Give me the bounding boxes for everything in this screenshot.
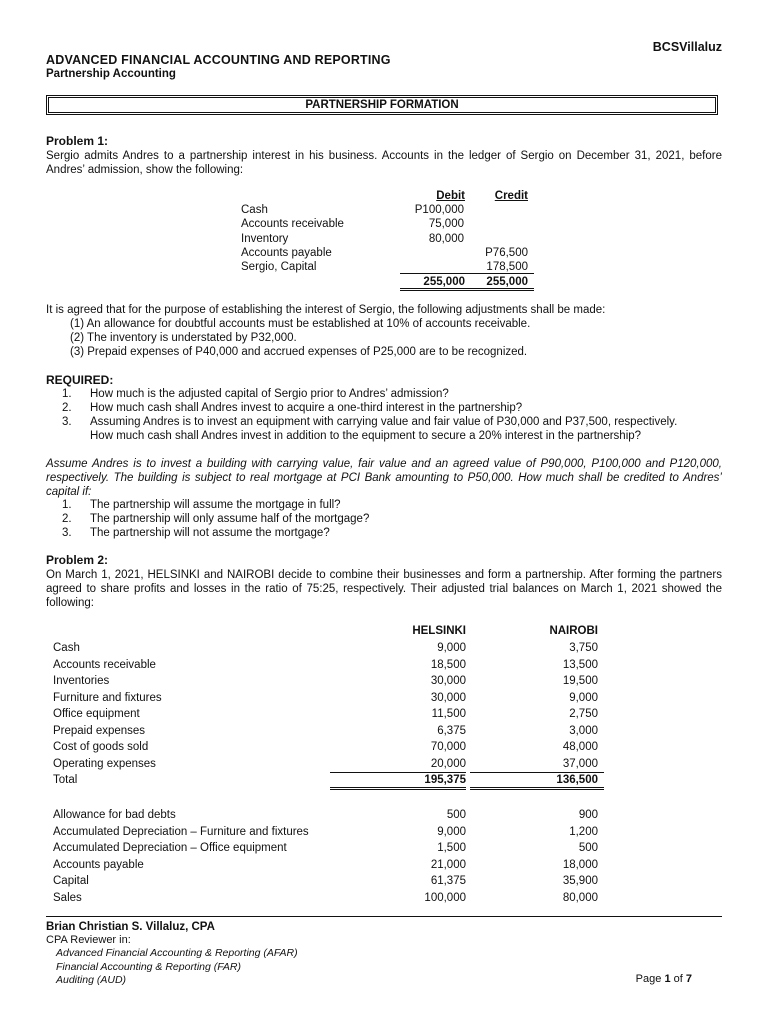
section-banner: PARTNERSHIP FORMATION (46, 95, 718, 115)
nairobi-value: 3,000 (569, 724, 598, 737)
list-item: 1. The partnership will assume the mortgage in full? (62, 499, 341, 511)
assume-paragraph: Assume Andres is to invest a building with carrying value, fair value and an agreed value of P90,000, P100,000 and P120,000, respectively. The building is subject to real mortgage at PCI Bank amounting to P50,000. How much shall be credited to Andres’ capital if: (46, 458, 722, 498)
trial-balance-account: Accounts receivable (53, 658, 156, 671)
ledger-account: Accounts payable (241, 246, 332, 259)
ledger-account: Accounts receivable (241, 218, 344, 231)
document-subtitle: Partnership Accounting (46, 68, 176, 80)
helsinki-value: 11,500 (431, 708, 466, 720)
total-label: Total (53, 774, 78, 786)
adjustment-item: (3) Prepaid expenses of P40,000 and accrued expenses of P25,000 are to be recognized. (70, 346, 528, 358)
author-name: Brian Christian S. Villaluz, CPA (46, 921, 215, 933)
helsinki-value: 20,000 (430, 757, 466, 770)
ledger-account: Inventory (241, 232, 289, 245)
total-credit: 255,000 (486, 276, 528, 288)
helsinki-value: 30,000 (430, 691, 466, 704)
total-double-rule (400, 288, 534, 291)
document-title: ADVANCED FINANCIAL ACCOUNTING AND REPORTING (46, 53, 391, 67)
ledger-credit: 178,500 (486, 261, 528, 274)
subject-item: Financial Accounting & Reporting (FAR) (56, 960, 241, 973)
adjustment-item: (1) An allowance for doubtful accounts must be established at 10% of accounts receivable. (70, 318, 531, 330)
trial-balance-account: Cost of goods sold (53, 741, 149, 753)
list-item: 3. The partnership will not assume the mortgage? (62, 527, 330, 539)
total-debit: 255,000 (423, 276, 465, 288)
nairobi-value: 2,750 (569, 708, 598, 720)
trial-balance-account: Office equipment (53, 708, 140, 720)
nairobi-value: 48,000 (562, 741, 598, 753)
problem1-intro: Sergio admits Andres to a partnership interest in his business. Accounts in the ledger of Sergio on December 31, 2021, before Andres’ admission, show the following: (46, 150, 722, 176)
nairobi-value: 9,000 (569, 691, 598, 704)
nairobi-value: 3,750 (569, 642, 598, 654)
ledger-account: Cash (241, 204, 268, 216)
nairobi-value: 500 (578, 842, 598, 854)
trial-balance-account: Furniture and fixtures (53, 691, 162, 704)
nairobi-value: 18,000 (562, 858, 598, 871)
ledger-credit: P76,500 (485, 246, 528, 259)
adjustment-item: (2) The inventory is understated by P32,000. (70, 332, 297, 344)
helsinki-value: 500 (446, 809, 466, 821)
list-item: 2. The partnership will only assume half of the mortgage? (62, 513, 370, 525)
page-number: Page 1 of 7 (635, 973, 692, 985)
helsinki-value: 70,000 (430, 741, 466, 753)
reviewer-subjects (56, 947, 298, 988)
reviewer-label: CPA Reviewer in: (46, 934, 131, 946)
nairobi-value: 900 (578, 809, 598, 821)
nairobi-value: 13,500 (562, 658, 598, 671)
trial-balance-account: Inventories (53, 675, 110, 687)
helsinki-value: 9,000 (437, 825, 466, 838)
ledger-debit: P100,000 (414, 204, 464, 216)
brand-name: BCSVillaluz (652, 40, 722, 54)
helsinki-value: 1,500 (437, 842, 466, 854)
trial-balance-account: Capital (53, 875, 89, 887)
assume-list (62, 498, 722, 540)
list-item: 3. Assuming Andres is to invest an equipment with carrying value and fair value of P30,000 and P37,500, respectively. (62, 416, 678, 428)
trial-balance-account: Accumulated Depreciation – Furniture and fixtures (53, 825, 309, 838)
subject-item: Auditing (AUD) (56, 974, 127, 986)
trial-balance-account: Sales (53, 891, 82, 904)
helsinki-double-rule (330, 787, 466, 790)
trial-balance-account: Operating expenses (53, 757, 156, 770)
helsinki-value: 18,500 (430, 658, 466, 671)
nairobi-total: 136,500 (556, 774, 598, 786)
nairobi-double-rule (470, 787, 604, 790)
helsinki-value: 30,000 (430, 675, 466, 687)
nairobi-value: 37,000 (562, 757, 598, 770)
trial-balance-account: Accumulated Depreciation – Office equipment (53, 842, 287, 854)
required-heading: REQUIRED: (46, 373, 114, 387)
helsinki-total: 195,375 (424, 774, 466, 786)
credit-header: Credit (494, 190, 528, 202)
helsinki-value: 61,375 (430, 875, 466, 887)
nairobi-value: 1,200 (569, 825, 598, 838)
trial-balance-account: Accounts payable (53, 858, 144, 871)
trial-balance-account: Cash (53, 642, 80, 654)
nairobi-value: 80,000 (562, 891, 598, 904)
total-rule (400, 273, 534, 274)
helsinki-value: 9,000 (437, 642, 466, 654)
helsinki-value: 100,000 (424, 891, 466, 904)
helsinki-value: 6,375 (437, 724, 466, 737)
ledger-debit: 75,000 (428, 218, 464, 231)
adjustments-intro: It is agreed that for the purpose of establishing the interest of Sergio, the following adjustments shall be made: (46, 304, 606, 316)
problem1-heading: Problem 1: (46, 134, 109, 148)
problem2-heading: Problem 2: (46, 553, 109, 567)
nairobi-value: 19,500 (562, 675, 598, 687)
ledger-debit: 80,000 (428, 232, 464, 245)
subject-item: Advanced Financial Accounting & Reporting (AFAR) (56, 947, 298, 959)
ledger-account: Sergio, Capital (241, 261, 317, 274)
trial-balance-account: Allowance for bad debts (53, 809, 176, 821)
debit-header: Debit (436, 190, 465, 202)
problem2-intro: On March 1, 2021, HELSINKI and NAIROBI decide to combine their businesses and form a partnership. After forming the partners agreed to share profits and losses in the ratio of 75:25, respectively. Their adjusted trial balances on March 1, 2021 showed the following: (46, 569, 722, 609)
nairobi-value: 35,900 (562, 875, 598, 887)
list-item: 2. How much cash shall Andres invest to acquire a one-third interest in the partnership? (62, 402, 523, 414)
list-item: 1. How much is the adjusted capital of Sergio prior to Andres’ admission? (62, 388, 449, 400)
list-item: How much cash shall Andres invest in addition to the equipment to secure a 20% interest in the partnership? (90, 430, 642, 442)
footer-divider (46, 916, 722, 917)
helsinki-header: HELSINKI (412, 625, 466, 637)
helsinki-value: 21,000 (430, 858, 466, 871)
adjustments-list (70, 317, 530, 359)
trial-balance-account: Prepaid expenses (53, 724, 146, 737)
nairobi-header: NAIROBI (549, 625, 598, 637)
required-list (62, 387, 722, 443)
